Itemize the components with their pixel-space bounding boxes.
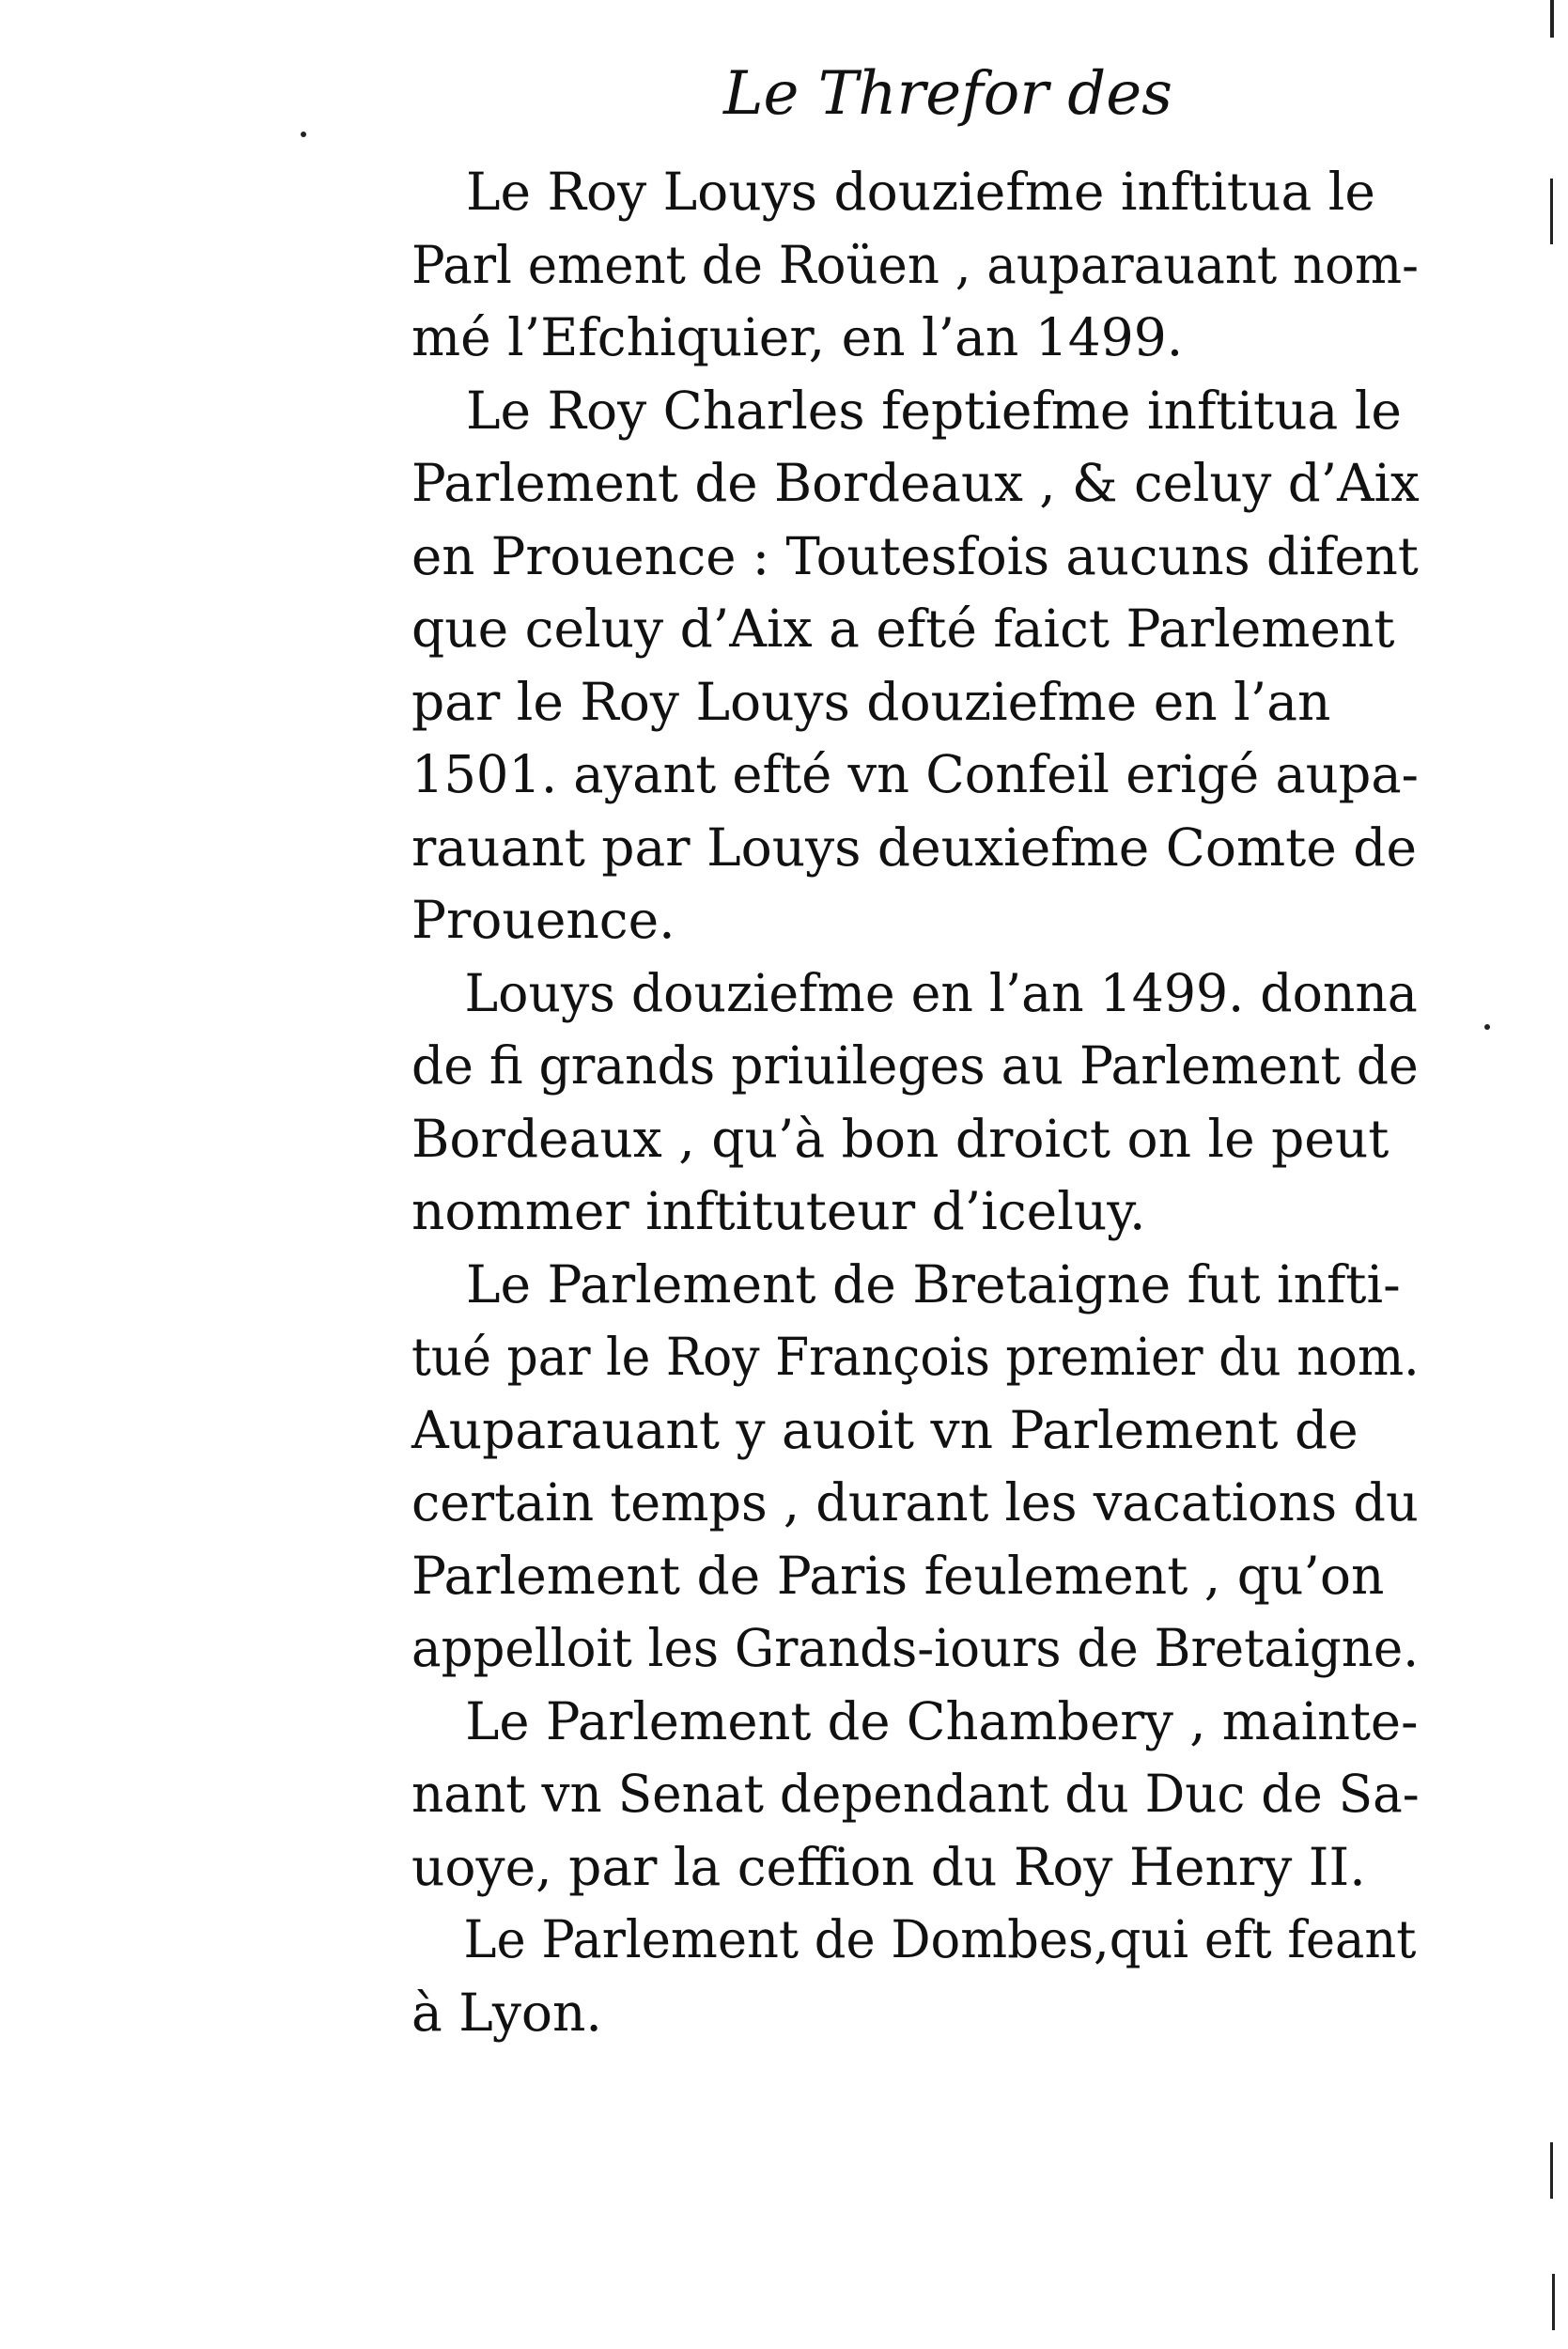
scan-edge-mark [1550, 2142, 1553, 2199]
text-line: Parl ement de Roüen , auparauant nom- [411, 234, 1419, 295]
scan-speck [1484, 1024, 1490, 1030]
text-line: 1501. ayant efté vn Confeil erigé aupa- [411, 744, 1419, 804]
text-line: nommer inftituteur d’iceluy. [411, 1181, 1146, 1241]
text-line: appelloit les Grands-iours de Bretaigne. [411, 1618, 1420, 1678]
text-line: Prouence. [411, 890, 675, 950]
text-line: certain temps , durant les vacations du [411, 1472, 1419, 1532]
running-head: Le Threfor des [723, 59, 1172, 129]
text-line: nant vn Senat dependant du Duc de Sa- [411, 1764, 1420, 1824]
text-line: Parlement de Bordeaux , & celuy d’Aix [411, 453, 1420, 513]
text-line: Le Roy Charles feptiefme inftitua le [466, 380, 1402, 441]
text-line: tué par le Roy François premier du nom. [411, 1327, 1420, 1387]
scan-edge-mark [1550, 0, 1554, 38]
text-line: de fi grands priuileges au Parlement de [411, 1035, 1419, 1096]
text-line: en Prouence : Toutesfois aucuns difent [411, 525, 1419, 586]
text-line: Le Parlement de Chambery , mainte- [465, 1690, 1419, 1751]
text-line: mé l’Efchiquier, en l’an 1499. [411, 307, 1184, 367]
text-line: rauant par Louys deuxiefme Comte de [411, 817, 1418, 878]
text-line: Auparauant y auoit vn Parlement de [411, 1399, 1358, 1460]
body-text [411, 156, 1419, 2049]
scan-edge-mark [1552, 2274, 1555, 2330]
scan-speck [301, 132, 306, 137]
text-line: Le Parlement de Dombes,qui eft feant [463, 1909, 1417, 1969]
text-line: par le Roy Louys douziefme en l’an [411, 671, 1331, 732]
text-line: Le Parlement de Bretaigne fut infti- [466, 1253, 1401, 1315]
text-line: Louys douziefme en l’an 1499. donna [464, 962, 1418, 1023]
text-line: à Lyon. [411, 1982, 602, 2043]
text-line: uoye, par la ceffion du Roy Henry II. [411, 1836, 1366, 1897]
text-line: Bordeaux , qu’à bon droict on le peut [411, 1108, 1389, 1169]
scan-edge-mark [1550, 179, 1553, 244]
text-line: Parlement de Paris feulement , qu’on [411, 1545, 1385, 1606]
text-line: Le Roy Louys douziefme inftitua le [466, 162, 1375, 222]
text-line: que celuy d’Aix a efté faict Parlement [411, 599, 1395, 659]
